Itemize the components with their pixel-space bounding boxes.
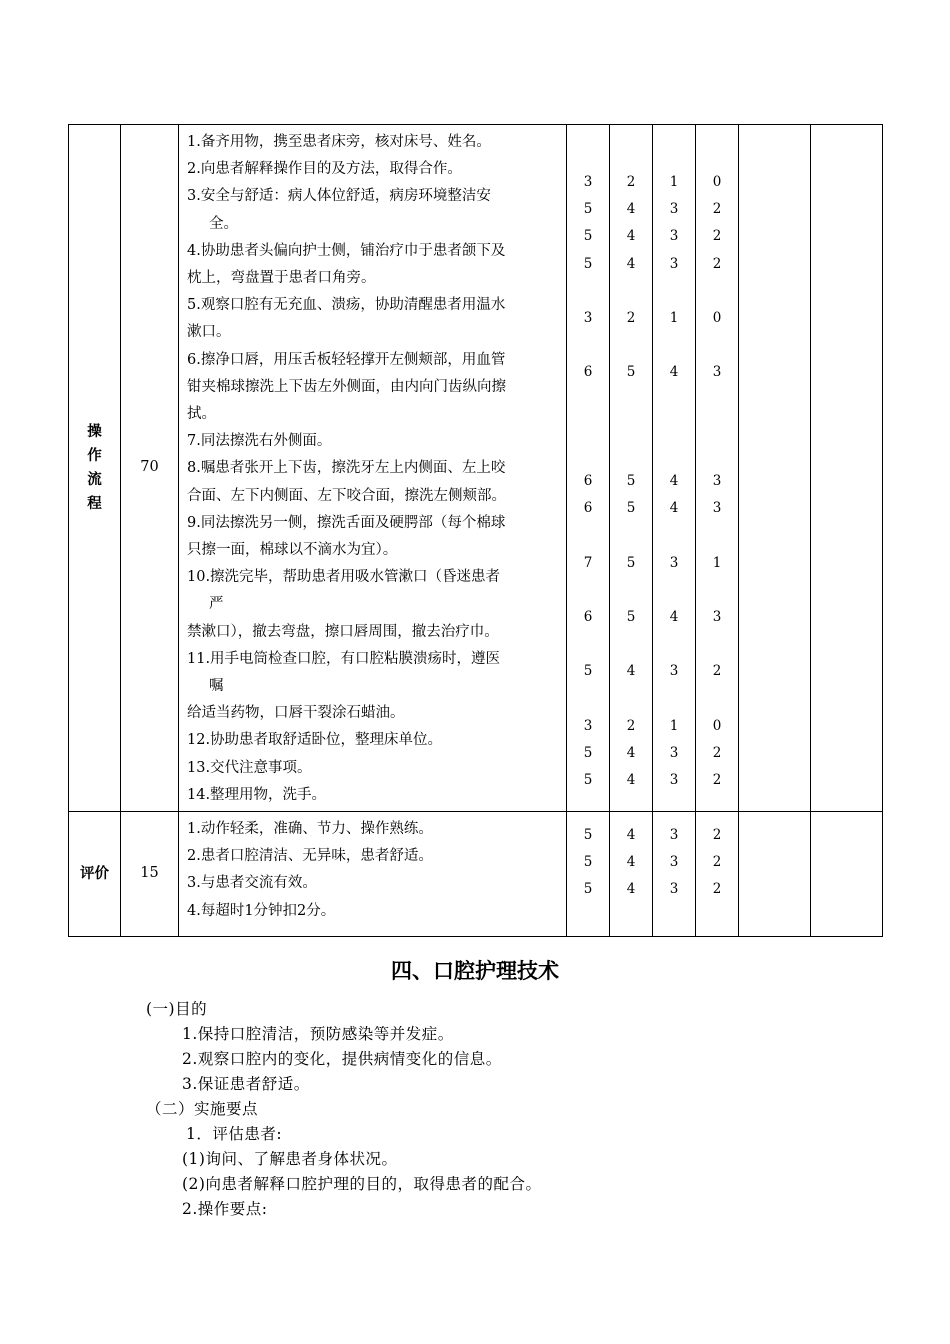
score-value: 4 bbox=[626, 201, 636, 218]
item-line: 3.安全与舒适：病人体位舒适，病房环境整洁安 bbox=[187, 188, 491, 205]
score-value: 5 bbox=[626, 364, 636, 381]
score-value: 3 bbox=[712, 500, 722, 517]
body-line: (2)向患者解释口腔护理的目的，取得患者的配合。 bbox=[182, 1175, 542, 1193]
score-value bbox=[610, 414, 652, 441]
score-value: 3 bbox=[712, 473, 722, 490]
score-value bbox=[567, 686, 609, 713]
score-value: 5 bbox=[626, 609, 636, 625]
score-value: 3 bbox=[669, 881, 679, 898]
score-value: 4 bbox=[626, 881, 636, 898]
score-value: 4 bbox=[669, 609, 679, 625]
score-value: 2 bbox=[712, 663, 722, 680]
score-value: 0 bbox=[712, 174, 722, 190]
score-value: 5 bbox=[583, 854, 593, 871]
score-column-a bbox=[567, 812, 610, 937]
item-line: 拭。 bbox=[187, 406, 216, 423]
score-column-d bbox=[696, 812, 739, 937]
score-value: 3 bbox=[712, 609, 722, 625]
body-line: (一)目的 bbox=[146, 1000, 208, 1018]
score-value: 1 bbox=[669, 174, 679, 190]
item-line: 10.擦洗完毕，帮助患者用吸水管漱口（昏迷患者 bbox=[187, 569, 501, 586]
body-line: 3.保证患者舒适。 bbox=[182, 1075, 310, 1093]
score-column-c bbox=[653, 812, 696, 937]
item-line: 全。 bbox=[209, 215, 238, 232]
score-value: 5 bbox=[583, 827, 593, 844]
item-line: 12.协助患者取舒适卧位，整理床单位。 bbox=[187, 732, 443, 749]
score-value: 2 bbox=[712, 255, 722, 272]
score-value: 5 bbox=[626, 500, 636, 517]
score-value: 4 bbox=[626, 744, 636, 761]
score-value: 2 bbox=[712, 228, 722, 245]
item-line: 5.观察口腔有无充血、溃疡，协助清醒患者用温水 bbox=[187, 297, 506, 314]
score-value: 4 bbox=[626, 663, 636, 680]
score-value bbox=[653, 414, 695, 441]
score-value: 0 bbox=[712, 717, 722, 734]
score-value: 3 bbox=[583, 309, 593, 326]
body-line: 2.操作要点: bbox=[182, 1200, 268, 1218]
section-points: 15 bbox=[121, 812, 179, 937]
score-value: 2 bbox=[712, 881, 722, 898]
score-value bbox=[696, 631, 738, 658]
score-value: 5 bbox=[626, 473, 636, 490]
score-value bbox=[567, 332, 609, 359]
section-char: 作 bbox=[87, 448, 102, 465]
item-line: 漱口。 bbox=[187, 324, 231, 341]
score-value: 3 bbox=[583, 717, 593, 734]
score-value: 3 bbox=[669, 854, 679, 871]
score-value: 3 bbox=[583, 174, 593, 190]
table-row-evaluation bbox=[69, 812, 883, 937]
score-value: 4 bbox=[669, 364, 679, 381]
score-value bbox=[610, 631, 652, 658]
item-line: 合面、左下内侧面、左下咬合面，擦洗左侧颊部。 bbox=[187, 487, 506, 504]
section-char: 操 bbox=[87, 424, 102, 441]
score-value: 7 bbox=[583, 554, 593, 571]
item-line: 9.同法擦洗另一侧，擦洗舌面及硬腭部（每个棉球 bbox=[187, 514, 506, 531]
score-value bbox=[696, 332, 738, 359]
score-value: 2 bbox=[712, 827, 722, 844]
score-value: 3 bbox=[669, 554, 679, 571]
score-value bbox=[696, 278, 738, 305]
item-line: 1.动作轻柔，准确、节力、操作熟练。 bbox=[187, 821, 433, 838]
score-value bbox=[696, 441, 738, 468]
score-column-c bbox=[653, 125, 696, 812]
item-line: 2.向患者解释操作目的及方法，取得合作。 bbox=[187, 161, 462, 178]
score-value: 3 bbox=[669, 228, 679, 245]
score-value bbox=[610, 686, 652, 713]
score-value bbox=[610, 441, 652, 468]
score-value: 1 bbox=[712, 554, 722, 571]
item-line: 只擦一面，棉球以不滴水为宜）。 bbox=[187, 542, 398, 559]
score-value: 3 bbox=[669, 744, 679, 761]
score-value bbox=[696, 414, 738, 441]
score-value: 1 bbox=[669, 309, 679, 326]
score-value: 4 bbox=[626, 255, 636, 272]
score-value: 5 bbox=[583, 772, 593, 789]
item-line: 3.与患者交流有效。 bbox=[187, 875, 317, 892]
score-value: 5 bbox=[583, 744, 593, 761]
score-value bbox=[567, 278, 609, 305]
section-char: 程 bbox=[87, 496, 102, 513]
score-value: 5 bbox=[583, 228, 593, 245]
item-line: 6.擦净口唇，用压舌板轻轻撑开左侧颊部，用血管 bbox=[187, 351, 506, 368]
score-value bbox=[696, 522, 738, 549]
score-value: 5 bbox=[583, 663, 593, 680]
score-value: 5 bbox=[583, 201, 593, 218]
body-line: 1．评估患者: bbox=[186, 1125, 283, 1143]
procedure-items bbox=[179, 125, 567, 812]
body-line: (1)询问、了解患者身体状况。 bbox=[182, 1150, 398, 1168]
item-line: 7.同法擦洗右外侧面。 bbox=[187, 433, 332, 450]
body-line: 1.保持口腔清洁，预防感染等并发症。 bbox=[182, 1025, 454, 1043]
score-value: 3 bbox=[669, 255, 679, 272]
score-value: 6 bbox=[583, 500, 593, 517]
item-line: 13.交代注意事项。 bbox=[187, 759, 312, 776]
score-value: 4 bbox=[669, 473, 679, 490]
score-value: 4 bbox=[669, 500, 679, 517]
score-column-b bbox=[610, 125, 653, 812]
score-value bbox=[653, 332, 695, 359]
section-points: 70 bbox=[121, 125, 179, 812]
item-line: 钳夹棉球擦洗上下齿左外侧面，由内向门齿纵向擦 bbox=[187, 378, 506, 395]
score-value: 3 bbox=[669, 827, 679, 844]
score-value bbox=[610, 522, 652, 549]
score-value bbox=[696, 577, 738, 604]
item-line: 8.嘱患者张开上下齿，擦洗牙左上内侧面、左上咬 bbox=[187, 460, 506, 477]
score-value: 3 bbox=[669, 201, 679, 218]
score-value bbox=[567, 631, 609, 658]
item-line: 4.每超时1分钟扣2分。 bbox=[187, 902, 336, 919]
score-value: 2 bbox=[712, 744, 722, 761]
score-value: 2 bbox=[626, 309, 636, 326]
score-value: 5 bbox=[583, 255, 593, 272]
score-value: 3 bbox=[669, 772, 679, 789]
item-line: 14.整理用物，洗手。 bbox=[187, 786, 327, 803]
blank-cell bbox=[739, 125, 811, 812]
score-value: 6 bbox=[583, 364, 593, 381]
score-value: 0 bbox=[712, 309, 722, 326]
blank-cell bbox=[739, 812, 811, 937]
item-line: 给适当药物，口唇干裂涂石蜡油。 bbox=[187, 705, 405, 722]
score-value bbox=[653, 522, 695, 549]
score-value bbox=[567, 441, 609, 468]
score-value bbox=[696, 686, 738, 713]
score-value: 4 bbox=[626, 228, 636, 245]
score-column-d bbox=[696, 125, 739, 812]
score-value: 2 bbox=[626, 717, 636, 734]
blank-cell bbox=[811, 125, 883, 812]
section-label-evaluation bbox=[69, 812, 121, 937]
score-value bbox=[653, 577, 695, 604]
score-value bbox=[653, 278, 695, 305]
section-char: 流 bbox=[87, 472, 102, 489]
score-value bbox=[696, 387, 738, 414]
score-value bbox=[610, 332, 652, 359]
section-char: 评价 bbox=[80, 866, 109, 883]
item-line: 严 bbox=[209, 596, 224, 613]
score-value bbox=[653, 387, 695, 414]
score-value bbox=[567, 414, 609, 441]
table-row-procedure bbox=[69, 125, 883, 812]
section-title: 四、口腔护理技术 bbox=[391, 959, 559, 983]
score-value bbox=[610, 278, 652, 305]
item-line: 2.患者口腔清洁、无异味，患者舒适。 bbox=[187, 848, 433, 865]
item-line: 嘱 bbox=[209, 678, 224, 695]
score-value bbox=[567, 387, 609, 414]
score-value: 5 bbox=[626, 554, 636, 571]
score-value: 3 bbox=[669, 663, 679, 680]
score-value: 6 bbox=[583, 473, 593, 490]
scoring-table bbox=[68, 124, 883, 937]
item-line: 1.备齐用物，携至患者床旁，核对床号、姓名。 bbox=[187, 134, 491, 150]
score-value: 5 bbox=[583, 881, 593, 898]
score-value: 2 bbox=[712, 772, 722, 789]
score-value bbox=[653, 441, 695, 468]
blank-cell bbox=[811, 812, 883, 937]
score-value: 4 bbox=[626, 854, 636, 871]
score-value bbox=[567, 522, 609, 549]
score-column-b bbox=[610, 812, 653, 937]
score-value bbox=[653, 686, 695, 713]
score-value: 2 bbox=[626, 174, 636, 190]
body-line: 2.观察口腔内的变化，提供病情变化的信息。 bbox=[182, 1050, 502, 1068]
score-value: 3 bbox=[712, 364, 722, 381]
score-column-a bbox=[567, 125, 610, 812]
score-value: 6 bbox=[583, 609, 593, 625]
item-line: 枕上，弯盘置于患者口角旁。 bbox=[187, 270, 376, 287]
score-value: 4 bbox=[626, 827, 636, 844]
item-line: 4.协助患者头偏向护士侧，铺治疗巾于患者颌下及 bbox=[187, 242, 506, 259]
body-line: （二）实施要点 bbox=[146, 1100, 259, 1118]
score-value bbox=[567, 577, 609, 604]
score-value: 2 bbox=[712, 854, 722, 871]
score-value: 1 bbox=[669, 717, 679, 734]
score-value: 4 bbox=[626, 772, 636, 789]
score-value bbox=[653, 631, 695, 658]
section-label-procedure bbox=[69, 125, 121, 812]
score-value bbox=[610, 577, 652, 604]
score-value: 2 bbox=[712, 201, 722, 218]
evaluation-items bbox=[179, 812, 567, 937]
item-line: 禁漱口），撤去弯盘，擦口唇周围，撤去治疗巾。 bbox=[187, 623, 499, 640]
score-value bbox=[610, 387, 652, 414]
item-line: 11.用手电筒检查口腔，有口腔粘膜溃疡时，遵医 bbox=[187, 650, 501, 667]
